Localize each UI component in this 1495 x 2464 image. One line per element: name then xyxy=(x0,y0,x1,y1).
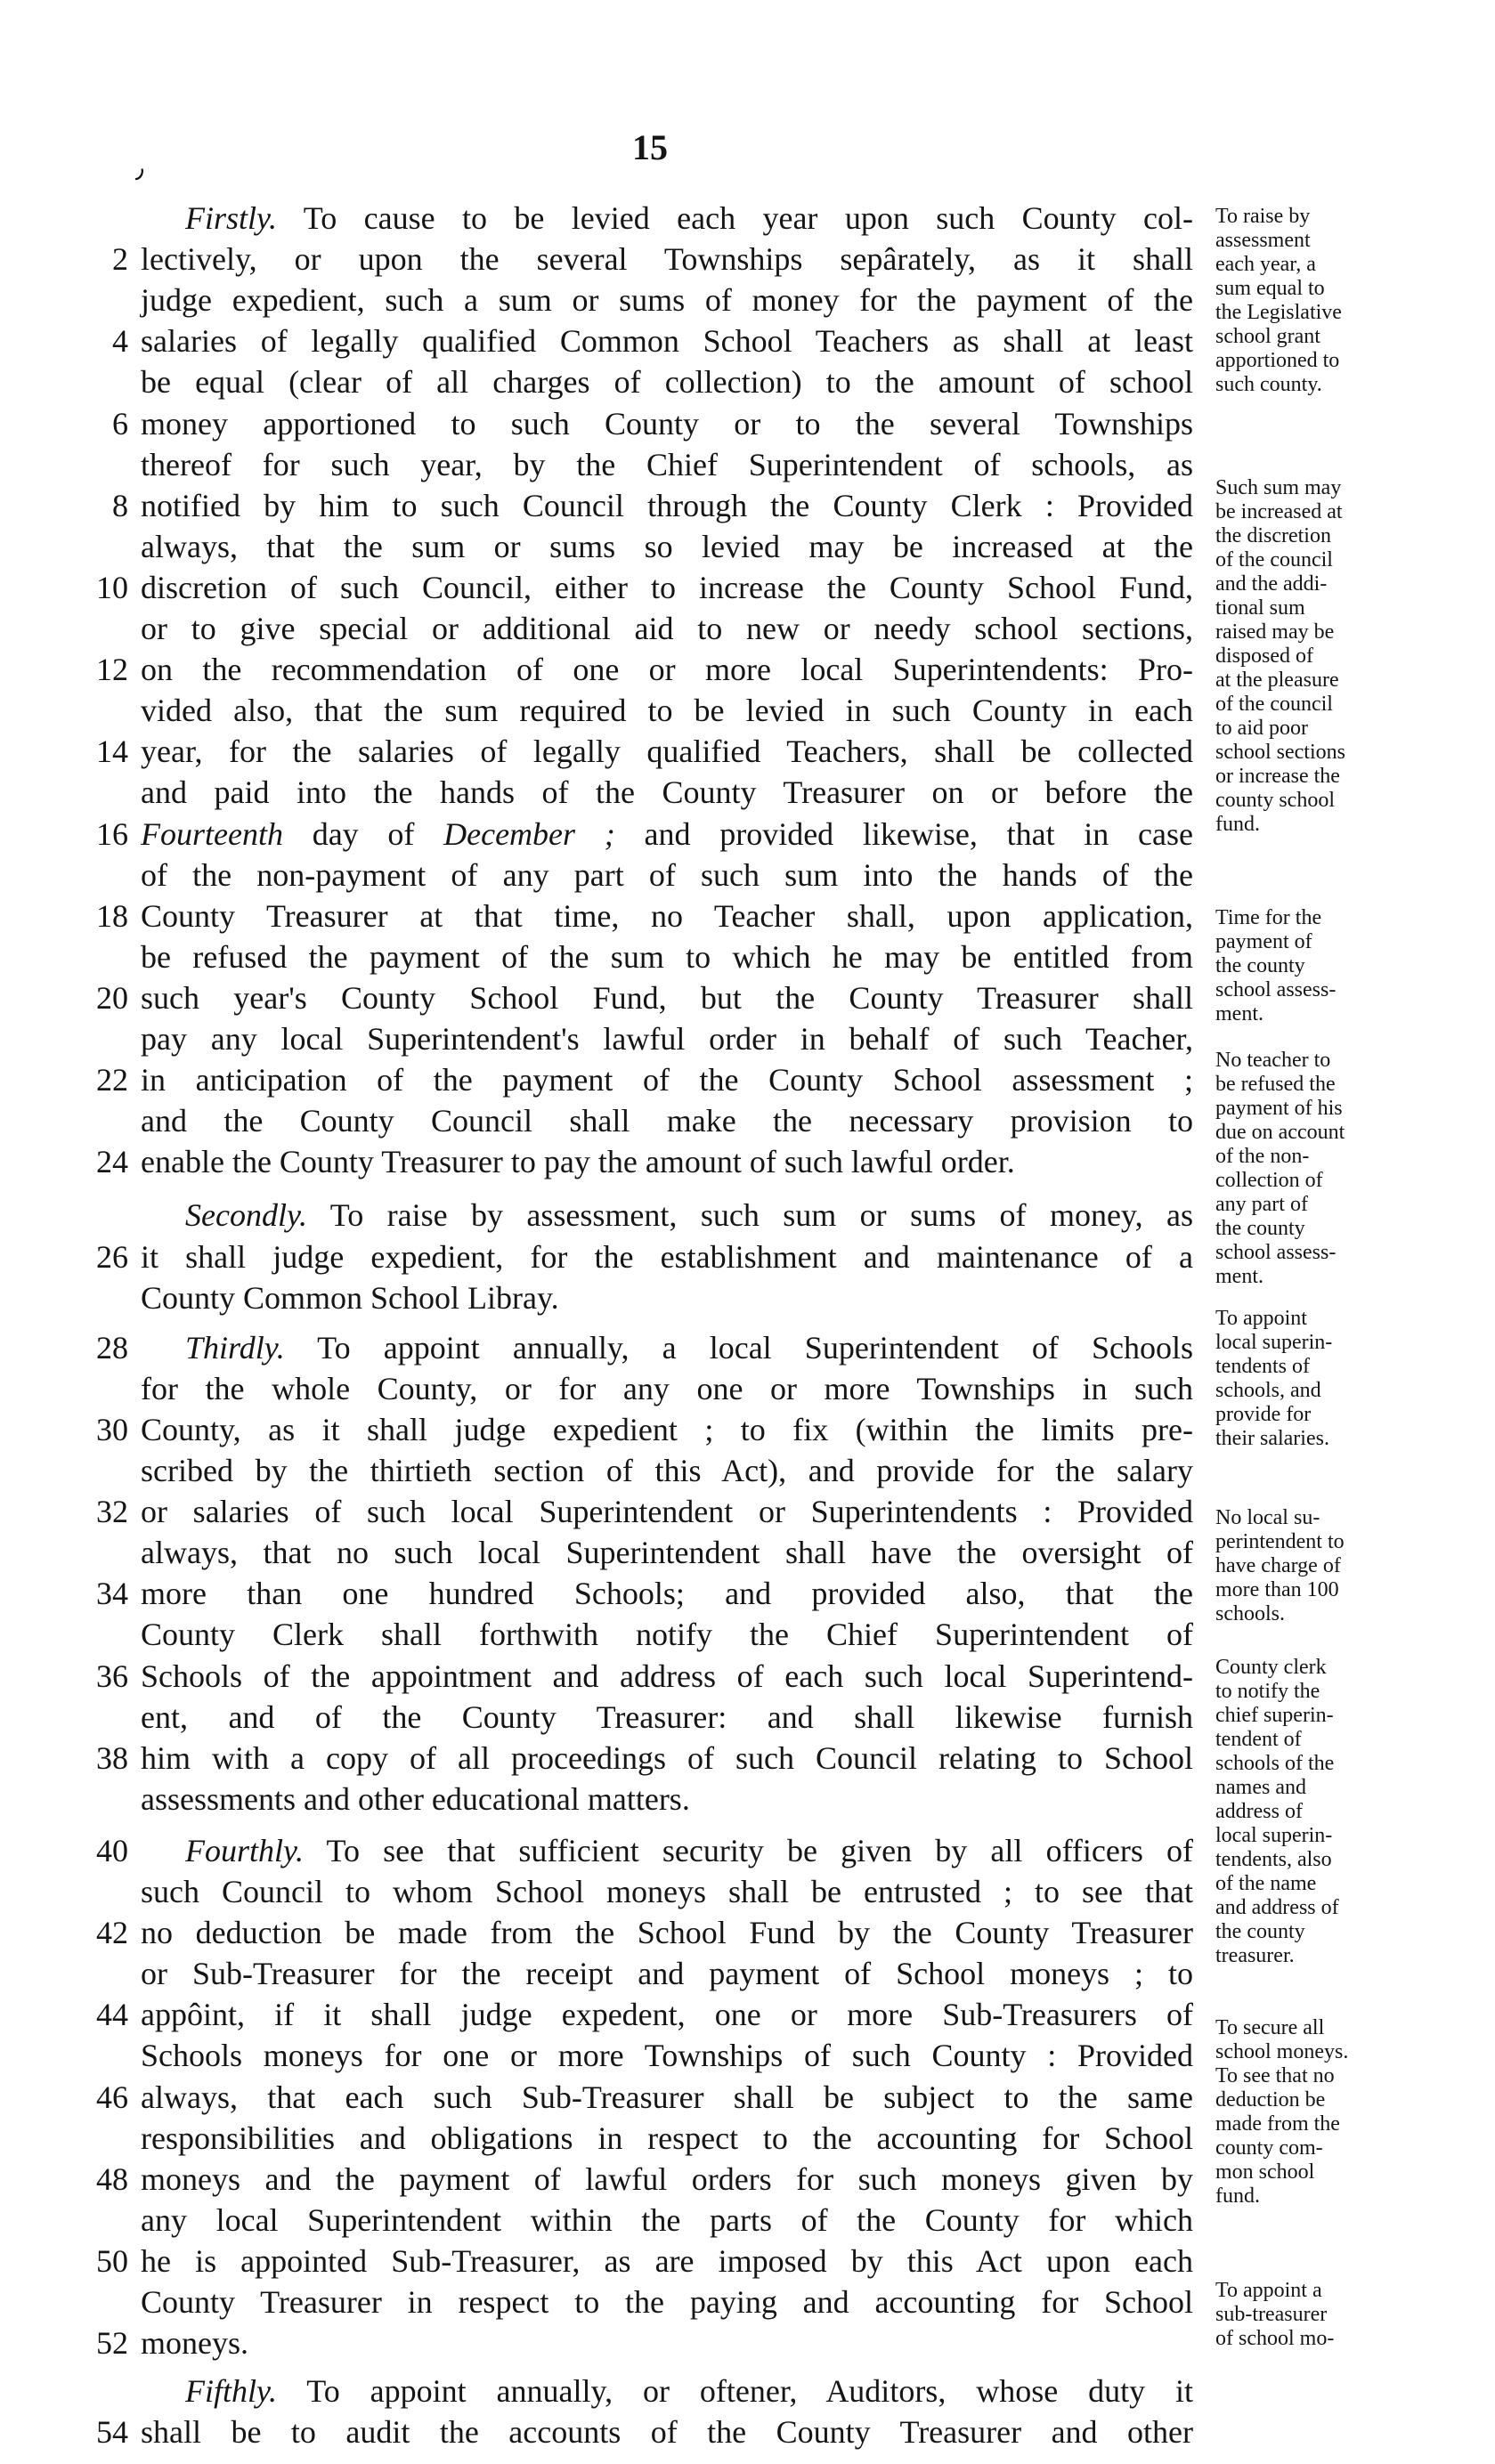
line-number: 50 xyxy=(96,2242,128,2279)
line-number: 38 xyxy=(96,1739,128,1776)
page-number: 15 xyxy=(632,127,668,167)
line-number: 14 xyxy=(96,734,128,770)
line-text xyxy=(141,1697,1193,1738)
text-run: or to give special or additional aid to new or needy school sections, xyxy=(141,611,1193,646)
italic-run: Fourthly. xyxy=(185,1832,304,1868)
text-run: day of xyxy=(282,815,444,852)
line-text xyxy=(141,1532,1193,1573)
italic-run: Fifthly. xyxy=(185,2373,277,2410)
line-text xyxy=(141,1236,1193,1277)
line-text xyxy=(141,1450,1193,1491)
line-number: 42 xyxy=(96,1915,128,1951)
text-run: County Treasurer in respect to the paying and accounting for School xyxy=(141,2284,1193,2320)
margin-note: To raise by assessment each year, a sum equal to the Legislative school grant apportioned to such county. xyxy=(1215,205,1342,396)
line-text xyxy=(141,2322,1193,2363)
line-text xyxy=(185,198,1193,239)
text-run: ent, and of the County Treasurer: and shall likewise furnish xyxy=(141,1698,1193,1735)
line-text xyxy=(185,1327,1193,1368)
line-text xyxy=(141,1779,1193,1820)
line-text xyxy=(185,1195,1193,1236)
line-text xyxy=(141,814,1193,855)
line-text xyxy=(141,1059,1193,1100)
line-text xyxy=(141,608,1193,649)
text-run: in anticipation of the payment of the County School assessment ; xyxy=(141,1062,1193,1098)
line-text xyxy=(141,1912,1193,1953)
line-text xyxy=(141,2200,1193,2241)
italic-run: Firstly. xyxy=(185,200,278,236)
text-run: such Council to whom School moneys shall be entrusted ; to see that xyxy=(141,1874,1193,1909)
line-number: 2 xyxy=(112,241,128,278)
line-text xyxy=(141,239,1193,280)
line-number: 10 xyxy=(96,569,128,605)
line-text xyxy=(141,896,1193,936)
line-text xyxy=(141,567,1193,608)
line-text xyxy=(141,1656,1193,1697)
line-text xyxy=(185,2371,1193,2411)
line-text xyxy=(141,2241,1193,2282)
text-run: To appoint annually, or oftener, Auditors, whose duty it xyxy=(277,2373,1193,2410)
text-run: he is appointed Sub-Treasurer, as are imposed by this Act upon each xyxy=(141,2242,1193,2279)
line-text xyxy=(141,1953,1193,1994)
line-number: 44 xyxy=(96,1997,128,2033)
text-run: always, that the sum or sums so levied may be increased at the xyxy=(141,528,1193,564)
line-number: 48 xyxy=(96,2160,128,2197)
text-run: money apportioned to such County or to the several Townships xyxy=(141,405,1193,442)
line-number: 18 xyxy=(96,897,128,934)
text-run: thereof for such year, by the Chief Superintendent of schools, as xyxy=(141,446,1193,482)
line-text xyxy=(141,690,1193,731)
margin-note: Such sum may be increased at the discretion of the council and the addi- tional sum raised may be disposed of at the pleasure of the council to aid poor school sections or increase the county school fund. xyxy=(1215,476,1345,836)
text-run: County Common School Libray. xyxy=(141,1279,559,1316)
text-run: more than one hundred Schools; and provided also, that the xyxy=(141,1576,1193,1612)
margin-note: To appoint a sub-treasurer of school mo- xyxy=(1215,2279,1335,2350)
text-run: and the County Council shall make the necessary provision to xyxy=(141,1103,1193,1139)
line-number: 36 xyxy=(96,1658,128,1694)
line-text xyxy=(141,1409,1193,1450)
line-number: 28 xyxy=(96,1329,128,1366)
line-text xyxy=(141,2159,1193,2200)
text-run: County, as it shall judge expedient ; to fix (within the limits pre- xyxy=(141,1411,1193,1447)
line-text xyxy=(141,1141,1193,1182)
text-run: discretion of such Council, either to increase the County School Fund, xyxy=(141,569,1193,605)
text-run: year, for the salaries of legally qualified Teachers, shall be collected xyxy=(141,734,1193,770)
line-text xyxy=(141,2282,1193,2322)
text-run: and paid into the hands of the County Treasurer on or before the xyxy=(141,774,1193,811)
margin-note: To secure all school moneys. To see that no deduction be made from the county com- mon school fund. xyxy=(1215,2016,1349,2208)
line-text xyxy=(141,1614,1193,1655)
line-text xyxy=(185,1830,1193,1871)
text-run: and provided likewise, that in case xyxy=(614,815,1193,852)
text-run: County Clerk shall forthwith notify the Chief Superintendent of xyxy=(141,1617,1193,1653)
line-number: 6 xyxy=(112,405,128,442)
text-run: enable the County Treasurer to pay the amount of such lawful order. xyxy=(141,1144,1015,1180)
line-text xyxy=(141,731,1193,772)
line-text xyxy=(141,936,1193,977)
line-text xyxy=(141,1018,1193,1059)
line-text xyxy=(141,1100,1193,1141)
text-run: vided also, that the sum required to be levied in such County in each xyxy=(141,693,1193,729)
line-text xyxy=(141,1368,1193,1409)
line-text xyxy=(141,2035,1193,2076)
text-run: it shall judge expedient, for the establishment and maintenance of a xyxy=(141,1238,1193,1275)
line-number: 26 xyxy=(96,1238,128,1275)
line-text xyxy=(141,361,1193,402)
text-run: judge expedient, such a sum or sums of money for the payment of the xyxy=(141,282,1193,319)
line-text xyxy=(141,280,1193,320)
line-text xyxy=(141,2411,1193,2452)
line-text xyxy=(141,1994,1193,2035)
text-run: assessments and other educational matters. xyxy=(141,1780,690,1817)
margin-note: No local su- perintendent to have charge of more than 100 schools. xyxy=(1215,1506,1345,1625)
line-number: 54 xyxy=(96,2414,128,2451)
line-number: 34 xyxy=(96,1576,128,1612)
text-run: notified by him to such Council through the County Clerk : Provided xyxy=(141,487,1193,523)
text-run: for the whole County, or for any one or more Townships in such xyxy=(141,1370,1193,1406)
line-text xyxy=(141,2118,1193,2159)
text-run: salaries of legally qualified Common School Teachers as shall at least xyxy=(141,323,1193,360)
line-text xyxy=(141,526,1193,567)
text-run: Schools of the appointment and address of each such local Superintend- xyxy=(141,1658,1193,1694)
margin-note: County clerk to notify the chief superin- tendent of schools of the names and address of local superin- tendents, also of the name and address of the county treasurer. xyxy=(1215,1656,1339,1967)
line-number: 52 xyxy=(96,2325,128,2362)
text-run: moneys and the payment of lawful orders for such moneys given by xyxy=(141,2160,1193,2197)
text-run: lectively, or upon the several Townships sepârately, as it shall xyxy=(141,241,1193,278)
line-text xyxy=(141,1573,1193,1614)
text-run: moneys. xyxy=(141,2325,248,2362)
line-number: 16 xyxy=(96,815,128,852)
text-run: To cause to be levied each year upon such County col- xyxy=(277,200,1193,236)
text-run: County Treasurer at that time, no Teacher shall, upon application, xyxy=(141,897,1193,934)
text-run: on the recommendation of one or more local Superintendents: Pro- xyxy=(141,652,1193,688)
line-number: 22 xyxy=(96,1062,128,1098)
text-run: To appoint annually, a local Superintendent of Schools xyxy=(284,1329,1193,1366)
text-run: any local Superintendent within the parts of the County for which xyxy=(141,2201,1193,2238)
line-number: 4 xyxy=(112,323,128,360)
text-run: be equal (clear of all charges of collection) to the amount of school xyxy=(141,364,1193,401)
margin-note: No teacher to be refused the payment of his due on account of the non- collection of any part of the county school assess- ment. xyxy=(1215,1049,1345,1288)
italic-run: Secondly. xyxy=(185,1197,307,1234)
text-run: of the non-payment of any part of such sum into the hands of the xyxy=(141,856,1193,893)
line-text xyxy=(141,772,1193,813)
text-run: pay any local Superintendent's lawful order in behalf of such Teacher, xyxy=(141,1021,1193,1057)
text-run: such year's County School Fund, but the County Treasurer shall xyxy=(141,979,1193,1016)
line-text xyxy=(141,1277,1193,1318)
stray-mark: ٫ xyxy=(135,154,144,183)
margin-note: To appoint local superin- tendents of schools, and provide for their salaries. xyxy=(1215,1307,1333,1450)
text-run: appôint, if it shall judge expedent, one or more Sub-Treasurers of xyxy=(141,1997,1193,2033)
text-run: no deduction be made from the School Fund by the County Treasurer xyxy=(141,1915,1193,1951)
text-run: scribed by the thirtieth section of this Act), and provide for the salary xyxy=(141,1453,1193,1488)
text-run: or Sub-Treasurer for the receipt and payment of School moneys ; to xyxy=(141,1956,1193,1992)
line-text xyxy=(141,485,1193,526)
line-number: 30 xyxy=(96,1411,128,1447)
line-number: 24 xyxy=(96,1144,128,1180)
line-text xyxy=(141,320,1193,361)
line-text xyxy=(141,977,1193,1018)
line-number: 40 xyxy=(96,1832,128,1868)
line-text xyxy=(141,649,1193,690)
text-run: Schools moneys for one or more Townships of such County : Provided xyxy=(141,2038,1193,2074)
text-run: To see that sufficient security be given by all officers of xyxy=(304,1832,1193,1868)
line-number: 20 xyxy=(96,979,128,1016)
text-run: shall be to audit the accounts of the County Treasurer and other xyxy=(141,2414,1193,2451)
text-run: To raise by assessment, such sum or sums of money, as xyxy=(306,1197,1193,1234)
line-number: 12 xyxy=(96,652,128,688)
line-text xyxy=(141,855,1193,896)
text-run: him with a copy of all proceedings of such Council relating to School xyxy=(141,1739,1193,1776)
margin-note: Time for the payment of the county school assess- ment. xyxy=(1215,906,1337,1025)
text-run: or salaries of such local Superintendent or Superintendents : Provided xyxy=(141,1494,1193,1530)
text-run: responsibilities and obligations in respect to the accounting for School xyxy=(141,2120,1193,2156)
italic-run: Thirdly. xyxy=(185,1329,285,1366)
text-run: always, that each such Sub-Treasurer shall be subject to the same xyxy=(141,2079,1193,2115)
line-text xyxy=(141,1871,1193,1912)
line-text xyxy=(141,1738,1193,1779)
line-text xyxy=(141,1491,1193,1532)
line-text xyxy=(141,403,1193,444)
italic-run: Fourteenth xyxy=(141,815,283,852)
line-text xyxy=(141,2077,1193,2118)
italic-run: December ; xyxy=(443,815,615,852)
text-run: be refused the payment of the sum to which he may be entitled from xyxy=(141,938,1193,975)
line-number: 8 xyxy=(112,487,128,523)
line-number: 32 xyxy=(96,1494,128,1530)
line-text xyxy=(141,444,1193,485)
line-number: 46 xyxy=(96,2079,128,2115)
text-run: always, that no such local Superintendent shall have the oversight of xyxy=(141,1535,1193,1571)
